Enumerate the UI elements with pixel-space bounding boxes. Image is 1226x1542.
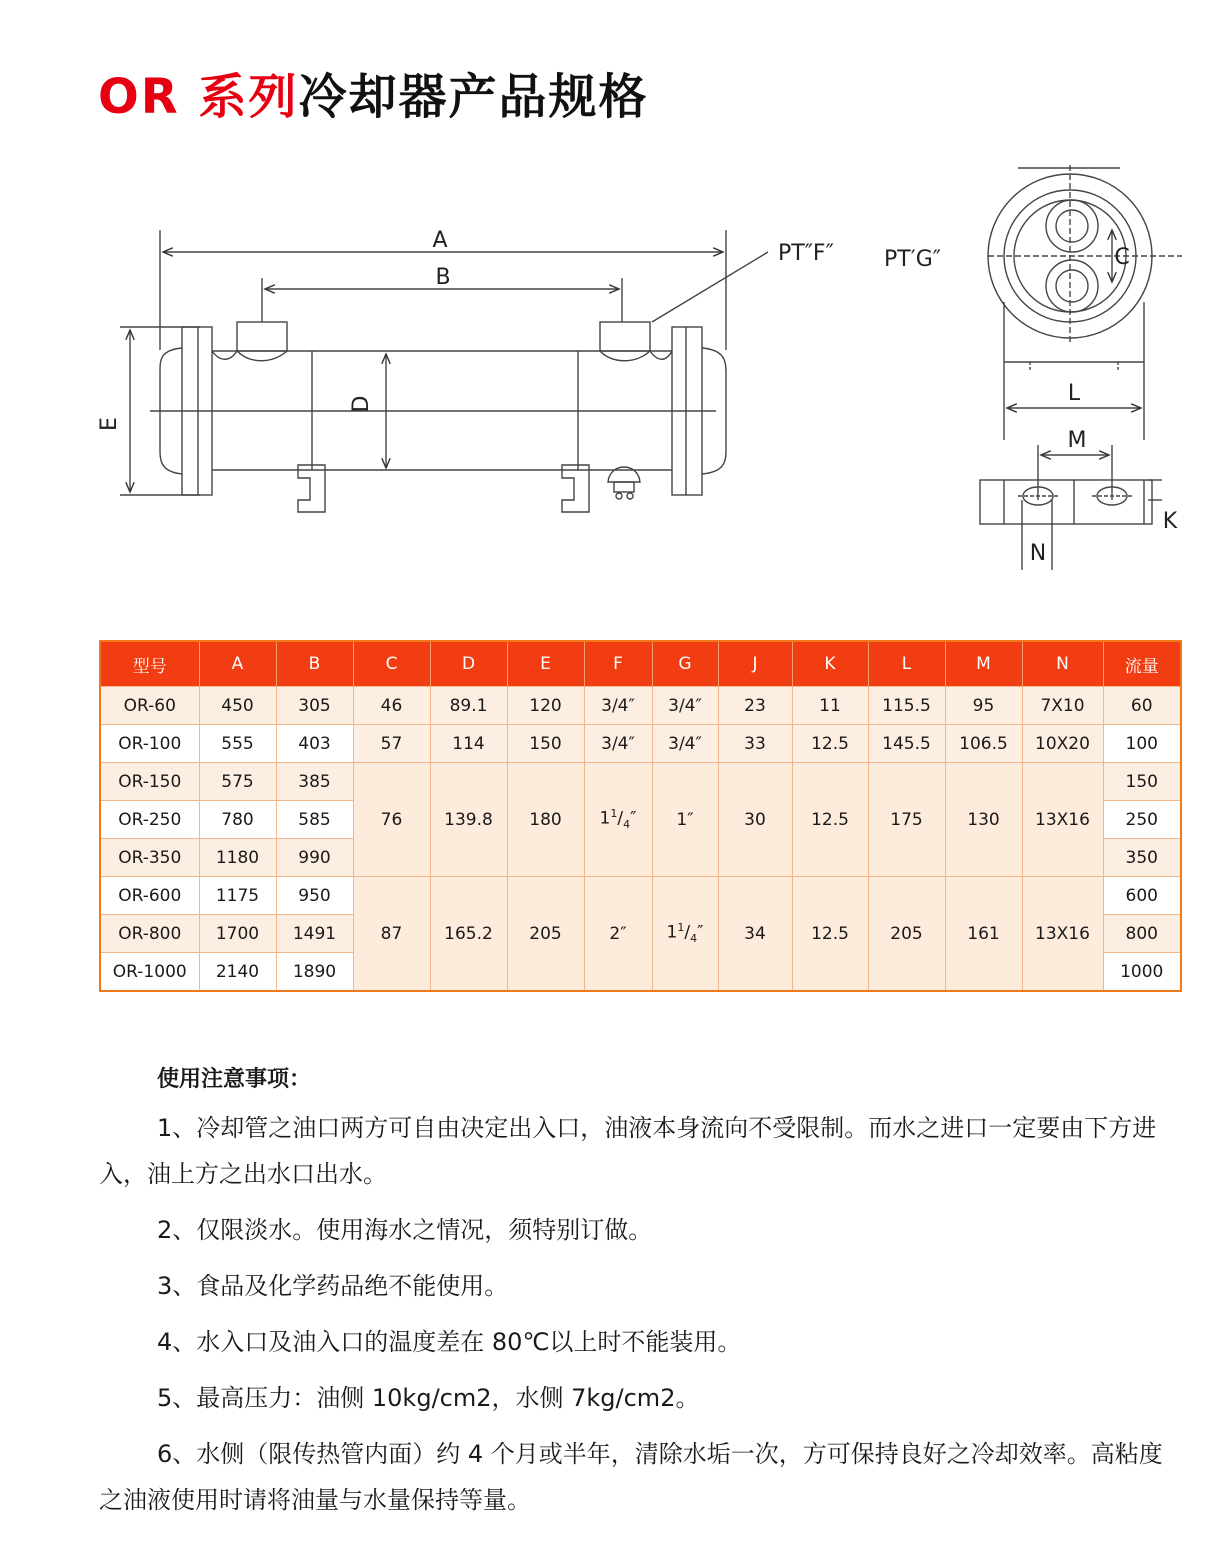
fraction-denominator: 4 xyxy=(623,818,631,832)
table-row xyxy=(100,763,1181,801)
cell-d: 139.8 xyxy=(430,763,507,877)
title-series: OR 系列 xyxy=(98,69,299,125)
dim-label-n: N xyxy=(1029,541,1047,566)
cell-n: 10X20 xyxy=(1022,725,1103,763)
column-header: M xyxy=(945,641,1022,687)
cell-a: 2140 xyxy=(199,953,276,992)
cell-model: OR-250 xyxy=(100,801,199,839)
cell-model: OR-100 xyxy=(100,725,199,763)
fraction-whole: 1 xyxy=(599,809,611,830)
note-item: 5、最高压力：油侧 10kg/cm2，水侧 7kg/cm2。 xyxy=(157,1384,700,1412)
column-header: C xyxy=(353,641,430,687)
cell-flow: 600 xyxy=(1103,877,1181,915)
cell-n: 13X16 xyxy=(1022,877,1103,992)
cell-l: 175 xyxy=(868,763,945,877)
cell-flow: 350 xyxy=(1103,839,1181,877)
column-header: L xyxy=(868,641,945,687)
cell-f: $1^1/_4''$ xyxy=(584,763,652,877)
cell-b: 403 xyxy=(276,725,353,763)
cell-m: 130 xyxy=(945,763,1022,877)
cell-m: 106.5 xyxy=(945,725,1022,763)
cell-c: 87 xyxy=(353,877,430,992)
note-item: 2、仅限淡水。使用海水之情况，须特别订做。 xyxy=(157,1216,653,1244)
column-header: F xyxy=(584,641,652,687)
column-header: N xyxy=(1022,641,1103,687)
port-label-f: PT″F″ xyxy=(778,241,834,266)
cell-c: 57 xyxy=(353,725,430,763)
fraction-numerator: 1 xyxy=(610,807,618,821)
cell-c: 76 xyxy=(353,763,430,877)
cell-model: OR-350 xyxy=(100,839,199,877)
cell-b: 1491 xyxy=(276,915,353,953)
cell-g: 1″ xyxy=(652,763,718,877)
cell-a: 555 xyxy=(199,725,276,763)
port-label-g: PT′G″ xyxy=(884,247,941,272)
page-title xyxy=(98,58,649,127)
cell-model: OR-600 xyxy=(100,877,199,915)
cell-k: 12.5 xyxy=(792,763,868,877)
cell-a: 1175 xyxy=(199,877,276,915)
note-item: 1、冷却管之油口两方可自由决定出入口，油液本身流向不受限制。而水之进口一定要由下方进入，油上方之出水口出水。 xyxy=(99,1114,1157,1188)
cell-l: 205 xyxy=(868,877,945,992)
column-header: 流量 xyxy=(1103,641,1181,687)
cell-j: 33 xyxy=(718,725,792,763)
cell-a: 575 xyxy=(199,763,276,801)
dim-label-b: B xyxy=(435,265,451,290)
column-header: G xyxy=(652,641,718,687)
spec-table xyxy=(99,640,1182,992)
cell-flow: 150 xyxy=(1103,763,1181,801)
cell-j: 30 xyxy=(718,763,792,877)
notes-heading: 使用注意事项： xyxy=(157,1067,312,1092)
cell-model: OR-800 xyxy=(100,915,199,953)
cell-flow: 800 xyxy=(1103,915,1181,953)
column-header: E xyxy=(507,641,584,687)
dim-label-k: K xyxy=(1162,509,1178,534)
cell-k: 12.5 xyxy=(792,725,868,763)
cell-flow: 60 xyxy=(1103,687,1181,725)
dim-label-l: L xyxy=(1067,381,1081,406)
table-row xyxy=(100,725,1181,763)
cell-b: 990 xyxy=(276,839,353,877)
cell-flow: 1000 xyxy=(1103,953,1181,992)
cell-d: 89.1 xyxy=(430,687,507,725)
fraction-denominator: 4 xyxy=(690,932,698,946)
dim-label-m: M xyxy=(1067,428,1087,453)
cell-d: 114 xyxy=(430,725,507,763)
cell-b: 585 xyxy=(276,801,353,839)
cell-l: 145.5 xyxy=(868,725,945,763)
inch-mark: ″ xyxy=(630,809,637,830)
cell-l: 115.5 xyxy=(868,687,945,725)
cell-j: 34 xyxy=(718,877,792,992)
cell-c: 46 xyxy=(353,687,430,725)
table-header-row xyxy=(100,641,1181,687)
cell-g: 3/4″ xyxy=(652,687,718,725)
cell-f: 3/4″ xyxy=(584,687,652,725)
cell-m: 95 xyxy=(945,687,1022,725)
usage-notes xyxy=(99,1062,1184,1533)
technical-drawing xyxy=(0,150,1226,590)
cell-f: 2″ xyxy=(584,877,652,992)
table-row xyxy=(100,877,1181,915)
fraction-numerator: 1 xyxy=(677,921,685,935)
cell-flow: 100 xyxy=(1103,725,1181,763)
cell-model: OR-60 xyxy=(100,687,199,725)
cell-e: 205 xyxy=(507,877,584,992)
cell-a: 1180 xyxy=(199,839,276,877)
dim-label-d: D xyxy=(349,395,374,413)
note-item: 6、水侧（限传热管内面）约 4 个月或半年，清除水垢一次，方可保持良好之冷却效率。高粘度之油液使用时请将油量与水量保持等量。 xyxy=(99,1440,1163,1514)
cell-n: 7X10 xyxy=(1022,687,1103,725)
dim-label-a: A xyxy=(432,228,448,253)
cell-b: 1890 xyxy=(276,953,353,992)
dim-label-c: C xyxy=(1114,245,1130,270)
column-header: K xyxy=(792,641,868,687)
dim-label-e: E xyxy=(97,417,122,431)
column-header: 型号 xyxy=(100,641,199,687)
note-item: 4、水入口及油入口的温度差在 80℃以上时不能装用。 xyxy=(157,1328,742,1356)
cell-model: OR-1000 xyxy=(100,953,199,992)
cell-k: 12.5 xyxy=(792,877,868,992)
column-header: B xyxy=(276,641,353,687)
cell-b: 385 xyxy=(276,763,353,801)
cell-m: 161 xyxy=(945,877,1022,992)
title-main: 冷却器产品规格 xyxy=(298,69,649,125)
table-row xyxy=(100,687,1181,725)
column-header: J xyxy=(718,641,792,687)
cell-a: 780 xyxy=(199,801,276,839)
cell-a: 450 xyxy=(199,687,276,725)
cell-f: 3/4″ xyxy=(584,725,652,763)
cell-e: 180 xyxy=(507,763,584,877)
end-view xyxy=(980,165,1182,570)
cell-g: 3/4″ xyxy=(652,725,718,763)
fraction-whole: 1 xyxy=(666,923,678,944)
cell-e: 150 xyxy=(507,725,584,763)
cell-b: 305 xyxy=(276,687,353,725)
cell-e: 120 xyxy=(507,687,584,725)
cell-flow: 250 xyxy=(1103,801,1181,839)
column-header: D xyxy=(430,641,507,687)
cell-k: 11 xyxy=(792,687,868,725)
cell-b: 950 xyxy=(276,877,353,915)
cell-d: 165.2 xyxy=(430,877,507,992)
inch-mark: ″ xyxy=(697,923,704,944)
note-item: 3、食品及化学药品绝不能使用。 xyxy=(157,1272,509,1300)
cell-a: 1700 xyxy=(199,915,276,953)
cell-j: 23 xyxy=(718,687,792,725)
cell-model: OR-150 xyxy=(100,763,199,801)
cell-n: 13X16 xyxy=(1022,763,1103,877)
column-header: A xyxy=(199,641,276,687)
cell-g: $1^1/_4''$ xyxy=(652,877,718,992)
